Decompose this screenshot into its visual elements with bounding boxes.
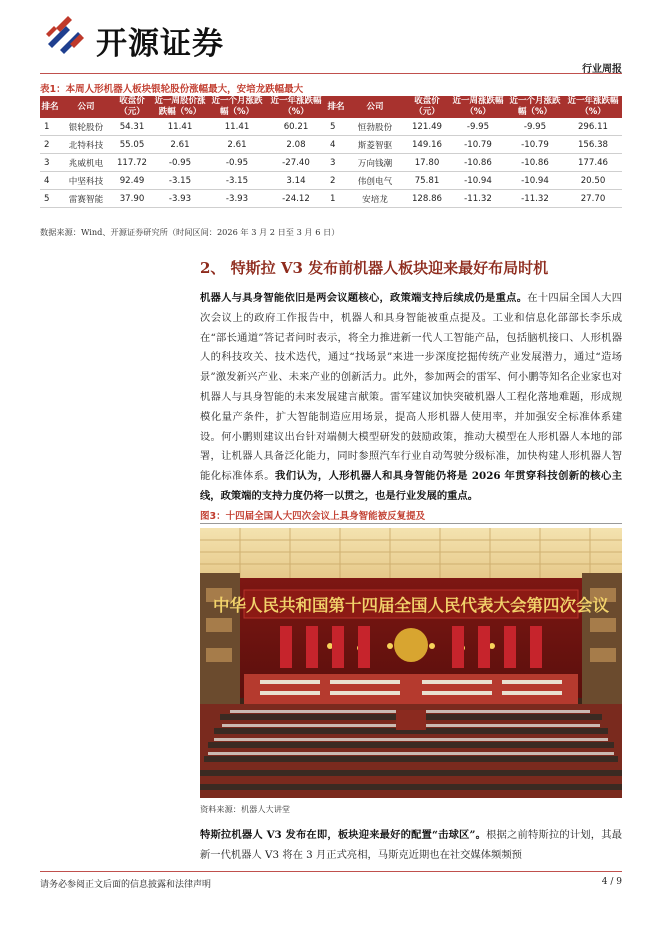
table-cell: 11.41 <box>152 118 208 136</box>
table-cell: -27.40 <box>266 154 326 172</box>
table-cell: 2 <box>326 172 346 190</box>
table-cell: 20.50 <box>564 172 622 190</box>
table-cell: 296.11 <box>564 118 622 136</box>
table-title: 表1：本周人形机器人板块银轮股份涨幅最大，安培龙跌幅最大 <box>40 84 304 95</box>
table-cell: 万向钱潮 <box>346 154 404 172</box>
table-cell: 3 <box>326 154 346 172</box>
hall-banner: 中华人民共和国第十四届全国人民代表大会第四次会议 <box>213 596 609 615</box>
table-cell: -24.12 <box>266 190 326 208</box>
figure-source-note: 资料来源：机器人大讲堂 <box>200 804 291 814</box>
table-cell: -3.15 <box>152 172 208 190</box>
page-number: 4 / 9 <box>601 877 622 887</box>
brand-name: 开源证券 <box>96 26 224 62</box>
paragraph-lead: 特斯拉机器人 V3 发布在即，板块迎来最好的配置“击球区”。 <box>200 829 487 841</box>
paragraph-policy <box>200 289 622 507</box>
table-column-header: 近一年涨跌幅（%） <box>266 96 326 118</box>
table-cell: 5 <box>40 190 60 208</box>
table-cell: -10.79 <box>450 136 506 154</box>
footer-divider <box>40 871 622 872</box>
table-cell: -9.95 <box>450 118 506 136</box>
table-row <box>40 118 622 136</box>
table-cell: 安培龙 <box>346 190 404 208</box>
table-cell: -10.86 <box>506 154 564 172</box>
table-column-header: 公司 <box>60 96 112 118</box>
table-cell: -3.15 <box>208 172 266 190</box>
table-row <box>40 172 622 190</box>
table-column-header: 近一周股价涨跌幅（%） <box>152 96 208 118</box>
table-cell: 银轮股份 <box>60 118 112 136</box>
table-cell: 北特科技 <box>60 136 112 154</box>
paragraph-tesla <box>200 826 622 866</box>
table-cell: -0.95 <box>152 154 208 172</box>
figure-divider <box>200 523 622 524</box>
table-cell: 3.14 <box>266 172 326 190</box>
table-cell: 92.49 <box>112 172 152 190</box>
table-cell: 中坚科技 <box>60 172 112 190</box>
table-cell: -3.93 <box>152 190 208 208</box>
table-cell: -11.32 <box>450 190 506 208</box>
table-column-header: 近一周涨跌幅（%） <box>450 96 506 118</box>
table-cell: 37.90 <box>112 190 152 208</box>
table-cell: 17.80 <box>404 154 450 172</box>
table-cell: 兆威机电 <box>60 154 112 172</box>
table-cell: 128.86 <box>404 190 450 208</box>
stock-performance-table <box>40 96 622 208</box>
table-column-header: 排名 <box>40 96 60 118</box>
table-column-header: 排名 <box>326 96 346 118</box>
table-column-header: 收盘价（元） <box>404 96 450 118</box>
table-cell: 11.41 <box>208 118 266 136</box>
paragraph-body: 根据之前特斯拉的计划，其最新一代机器人 V3 将在 3 月正式亮相，马斯克近期也在社交媒体频频预 <box>200 829 623 861</box>
table-cell: 2 <box>40 136 60 154</box>
table-cell: -9.95 <box>506 118 564 136</box>
table-cell: 60.21 <box>266 118 326 136</box>
figure-title: 图3：十四届全国人大四次会议上具身智能被反复提及 <box>200 511 426 522</box>
table-column-header: 收盘价（元） <box>112 96 152 118</box>
report-type-label: 行业周报 <box>582 64 622 75</box>
table-cell: -0.95 <box>208 154 266 172</box>
header-divider <box>40 73 622 74</box>
table-row <box>40 136 622 154</box>
table-cell: 54.31 <box>112 118 152 136</box>
table-row <box>40 190 622 208</box>
table-cell: 2.61 <box>208 136 266 154</box>
table-cell: 156.38 <box>564 136 622 154</box>
table-cell: 5 <box>326 118 346 136</box>
table-cell: 121.49 <box>404 118 450 136</box>
table-cell: -11.32 <box>506 190 564 208</box>
table-cell: 27.70 <box>564 190 622 208</box>
disclaimer-note: 请务必参阅正文后面的信息披露和法律声明 <box>40 880 212 890</box>
table-column-header: 近一个月涨跌幅（%） <box>506 96 564 118</box>
table-cell: 3 <box>40 154 60 172</box>
table-cell: 149.16 <box>404 136 450 154</box>
table-cell: 177.46 <box>564 154 622 172</box>
table-header <box>40 96 622 118</box>
table-cell: 117.72 <box>112 154 152 172</box>
congress-hall-illustration <box>200 528 622 798</box>
brand-logo-icon <box>44 14 88 58</box>
table-cell: 2.08 <box>266 136 326 154</box>
table-cell: -10.94 <box>450 172 506 190</box>
section-heading: 2、 特斯拉 V3 发布前机器人板块迎来最好布局时机 <box>200 259 549 277</box>
table-cell: -10.94 <box>506 172 564 190</box>
congress-hall-photo <box>200 528 622 798</box>
table-cell: -10.86 <box>450 154 506 172</box>
paragraph-lead: 机器人与具身智能依旧是两会议题核心，政策端支持后续成仍是重点。 <box>200 292 528 304</box>
table-cell: 恒勃股份 <box>346 118 404 136</box>
table-cell: 斯菱智驱 <box>346 136 404 154</box>
brand-logo <box>44 14 274 60</box>
table-cell: 4 <box>326 136 346 154</box>
table-source-note: 数据来源：Wind、开源证券研究所（时间区间：2026 年 3 月 2 日至 3 月 6 日） <box>40 227 340 237</box>
table-cell: 1 <box>40 118 60 136</box>
table-cell: 1 <box>326 190 346 208</box>
table-cell: 4 <box>40 172 60 190</box>
paragraph-conclusion: 我们认为，人形机器人和具身智能仍将是 2026 年贯穿科技创新的核心主线，政策端的支持力度仍将一以贯之，也是行业发展的重点。 <box>200 470 623 502</box>
table-cell: 75.81 <box>404 172 450 190</box>
table-row <box>40 154 622 172</box>
table-column-header: 公司 <box>346 96 404 118</box>
table-cell: 雷赛智能 <box>60 190 112 208</box>
table-cell: -3.93 <box>208 190 266 208</box>
table-cell: 55.05 <box>112 136 152 154</box>
table-column-header: 近一年涨跌幅（%） <box>564 96 622 118</box>
table-column-header: 近一个月涨跌幅（%） <box>208 96 266 118</box>
table-cell: 2.61 <box>152 136 208 154</box>
paragraph-body: 在十四届全国人大四次会议上的政府工作报告中，机器人和具身智能被重点提及。工业和信息化部部长李乐成在“部长通道”答记者问时表示，将全力推进新一代人工智能产品，包括脑机接口、人形机器人的科技攻关、技术迭代，通过“找场景”来进一步深度挖掘传统产业发展潜力，通过“造场景”激发新兴产业、未来产业的创新活力。此外，参加两会的雷军、何小鹏等知名企业家也对机器人与具身智能的未来发展建言献策。雷军建议加快突破机器人工程化落地难题，形成规模化量产条件，扩大智能制造应用场景，提高人形机器人使用率，并加强安全标准体系建设。何小鹏则建议出台针对端侧大模型研发的鼓励政策，推动大模型在人形机器人本地的部署，让机器人具备泛化能力，同时参照汽车行业自动驾驶分级标准，加快构建人形机器人智能化标准体系。 <box>200 292 622 483</box>
table-cell: -10.79 <box>506 136 564 154</box>
table-cell: 伟创电气 <box>346 172 404 190</box>
table-body <box>40 118 622 208</box>
